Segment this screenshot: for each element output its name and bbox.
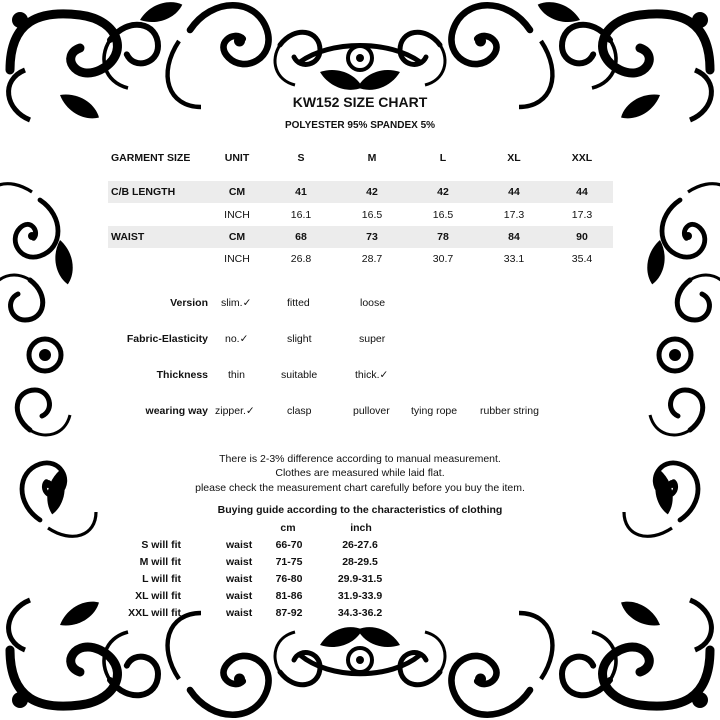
row-band-waist: [108, 226, 613, 248]
char-option: fitted: [287, 297, 310, 309]
guide-header-cm: cm: [280, 522, 296, 534]
guide-inch: 26-27.6: [342, 539, 378, 551]
guide-part: waist: [226, 590, 253, 602]
table-cell: INCH: [224, 253, 250, 265]
note-line: Clothes are measured while laid flat.: [275, 467, 445, 479]
row-label-waist: WAIST: [111, 231, 145, 243]
table-cell: 42: [437, 186, 449, 198]
guide-inch: 29.9-31.5: [337, 573, 383, 585]
char-label-version: Version: [170, 297, 208, 309]
table-cell: CM: [228, 231, 246, 243]
guide-size: XL will fit: [135, 590, 181, 602]
char-option: thick.✓: [355, 369, 389, 381]
material-composition: POLYESTER 95% SPANDEX 5%: [284, 120, 436, 131]
guide-inch: 34.3-36.2: [337, 607, 383, 619]
table-cell: 16.5: [361, 209, 383, 221]
table-cell: 30.7: [432, 253, 454, 265]
char-option: slim.✓: [221, 297, 252, 309]
guide-size: XXL will fit: [128, 607, 181, 619]
char-option: pullover: [353, 405, 390, 417]
header-size-s: S: [297, 152, 305, 164]
guide-header-inch: inch: [350, 522, 372, 534]
row-band-length: [108, 181, 613, 203]
table-cell: 26.8: [290, 253, 312, 265]
guide-size: S will fit: [141, 539, 181, 551]
page-title: KW152 SIZE CHART: [292, 94, 428, 110]
row-label-length: C/B LENGTH: [111, 186, 176, 198]
header-unit: UNIT: [224, 152, 250, 164]
corner-ornament-top-left: [9, 0, 186, 125]
note-line: There is 2-3% difference according to manual measurement.: [219, 453, 501, 465]
left-border-ornament: [0, 184, 96, 537]
corner-ornament-bottom-right: [562, 595, 711, 708]
table-cell: 35.4: [571, 253, 593, 265]
table-cell: 44: [508, 186, 520, 198]
header-size-xxl: XXL: [571, 152, 593, 164]
table-cell: 41: [295, 186, 307, 198]
table-cell: 68: [295, 231, 307, 243]
table-cell: 44: [576, 186, 588, 198]
char-option: thin: [228, 369, 245, 381]
note-line: please check the measurement chart carefully before you buy the item.: [195, 482, 525, 494]
header-garment-size: GARMENT SIZE: [111, 152, 191, 164]
bottom-border-ornament: [168, 613, 553, 715]
table-cell: CM: [228, 186, 246, 198]
table-cell: 42: [366, 186, 378, 198]
guide-cm: 81-86: [275, 590, 303, 602]
header-size-m: M: [367, 152, 377, 164]
top-border-ornament: [168, 5, 553, 107]
guide-part: waist: [226, 607, 253, 619]
table-cell: 33.1: [503, 253, 525, 265]
header-size-xl: XL: [507, 152, 521, 164]
guide-cm: 66-70: [275, 539, 303, 551]
char-option: suitable: [281, 369, 318, 381]
table-cell: INCH: [224, 209, 250, 221]
guide-part: waist: [226, 556, 253, 568]
guide-part: waist: [226, 573, 253, 585]
guide-cm: 87-92: [275, 607, 303, 619]
corner-ornament-top-right: [535, 0, 712, 125]
guide-cm: 71-75: [275, 556, 303, 568]
guide-inch: 28-29.5: [342, 556, 378, 568]
char-option: slight: [287, 333, 312, 345]
guide-size: M will fit: [139, 556, 181, 568]
table-cell: 17.3: [503, 209, 525, 221]
char-option: super: [359, 333, 386, 345]
guide-inch: 31.9-33.9: [337, 590, 383, 602]
table-cell: 16.5: [432, 209, 454, 221]
char-option: tying rope: [411, 405, 458, 417]
table-cell: 16.1: [290, 209, 312, 221]
table-cell: 73: [366, 231, 378, 243]
char-label-wearing-way: wearing way: [145, 405, 208, 417]
char-option: zipper.✓: [215, 405, 255, 417]
table-cell: 17.3: [571, 209, 593, 221]
char-option: loose: [360, 297, 386, 309]
char-label-thickness: Thickness: [156, 369, 208, 381]
guide-cm: 76-80: [275, 573, 303, 585]
buying-guide-title: Buying guide according to the characteristics of clothing: [217, 504, 503, 516]
guide-size: L will fit: [142, 573, 181, 585]
table-cell: 84: [508, 231, 520, 243]
table-cell: 90: [576, 231, 588, 243]
char-label-elasticity: Fabric-Elasticity: [126, 333, 208, 345]
char-option: no.✓: [225, 333, 249, 345]
right-border-ornament: [624, 184, 720, 537]
char-option: rubber string: [480, 405, 539, 417]
table-cell: 28.7: [361, 253, 383, 265]
header-size-l: L: [439, 152, 447, 164]
guide-part: waist: [226, 539, 253, 551]
char-option: clasp: [287, 405, 312, 417]
table-cell: 78: [437, 231, 449, 243]
